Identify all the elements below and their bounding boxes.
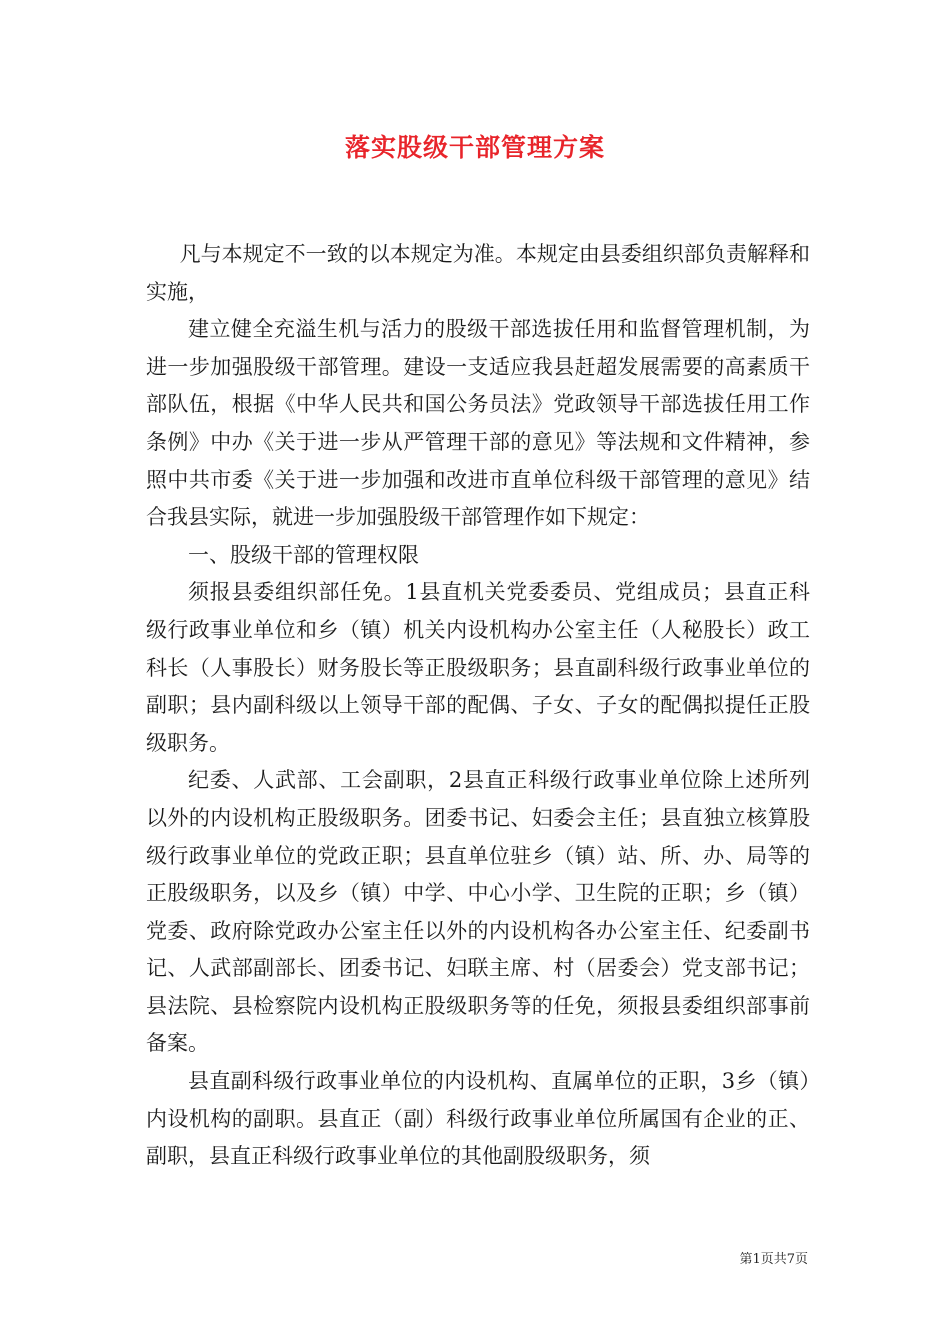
page-number-footer: 第1页共7页	[739, 1252, 808, 1267]
document-title: 落实股级干部管理方案	[344, 133, 605, 162]
paragraph-5: 县直副科级行政事业单位的内设机构、直属单位的正职，3乡（镇）内设机构的副职。县直正（副）科级行政事业单位所属国有企业的正、副职，县直正科级行政事业单位的其他副股级职务，须	[146, 1069, 810, 1169]
paragraph-2: 建立健全充溢生机与活力的股级干部选拔任用和监督管理机制，为进一步加强股级干部管理。建设一支适应我县赶超发展需要的高素质干部队伍，根据《中华人民共和国公务员法》党政领导干部选拔任用工作条例》中办《关于进一步从严管理干部的意见》等法规和文件精神，参照中共市委《关于进一步加强和改进市直单位科级干部管理的意见》结合我县实际，就进一步加强股级干部管理作如下规定：	[146, 317, 810, 530]
section-heading-1: 一、股级干部的管理权限	[188, 542, 419, 567]
document-body	[146, 236, 810, 1176]
paragraph-4: 纪委、人武部、工会副职，2县直正科级行政事业单位除上述所列以外的内设机构正股级职务。团委书记、妇委会主任；县直独立核算股级行政事业单位的党政正职；县直单位驻乡（镇）站、所、办、局等的正股级职务，以及乡（镇）中学、中心小学、卫生院的正职；乡（镇）党委、政府除党政办公室主任以外的内设机构各办公室主任、纪委副书记、人武部副部长、团委书记、妇联主席、村（居委会）党支部书记；县法院、县检察院内设机构正股级职务等的任免，须报县委组织部事前备案。	[146, 768, 810, 1056]
paragraph-3: 须报县委组织部任免。1县直机关党委委员、党组成员；县直正科级行政事业单位和乡（镇）机关内设机构办公室主任（人秘股长）政工科长（人事股长）财务股长等正股级职务；县直副科级行政事业单位的副职；县内副科级以上领导干部的配偶、子女、子女的配偶拟提任正股级职务。	[146, 580, 810, 755]
paragraph-1: 凡与本规定不一致的以本规定为准。本规定由县委组织部负责解释和实施，	[146, 242, 810, 304]
